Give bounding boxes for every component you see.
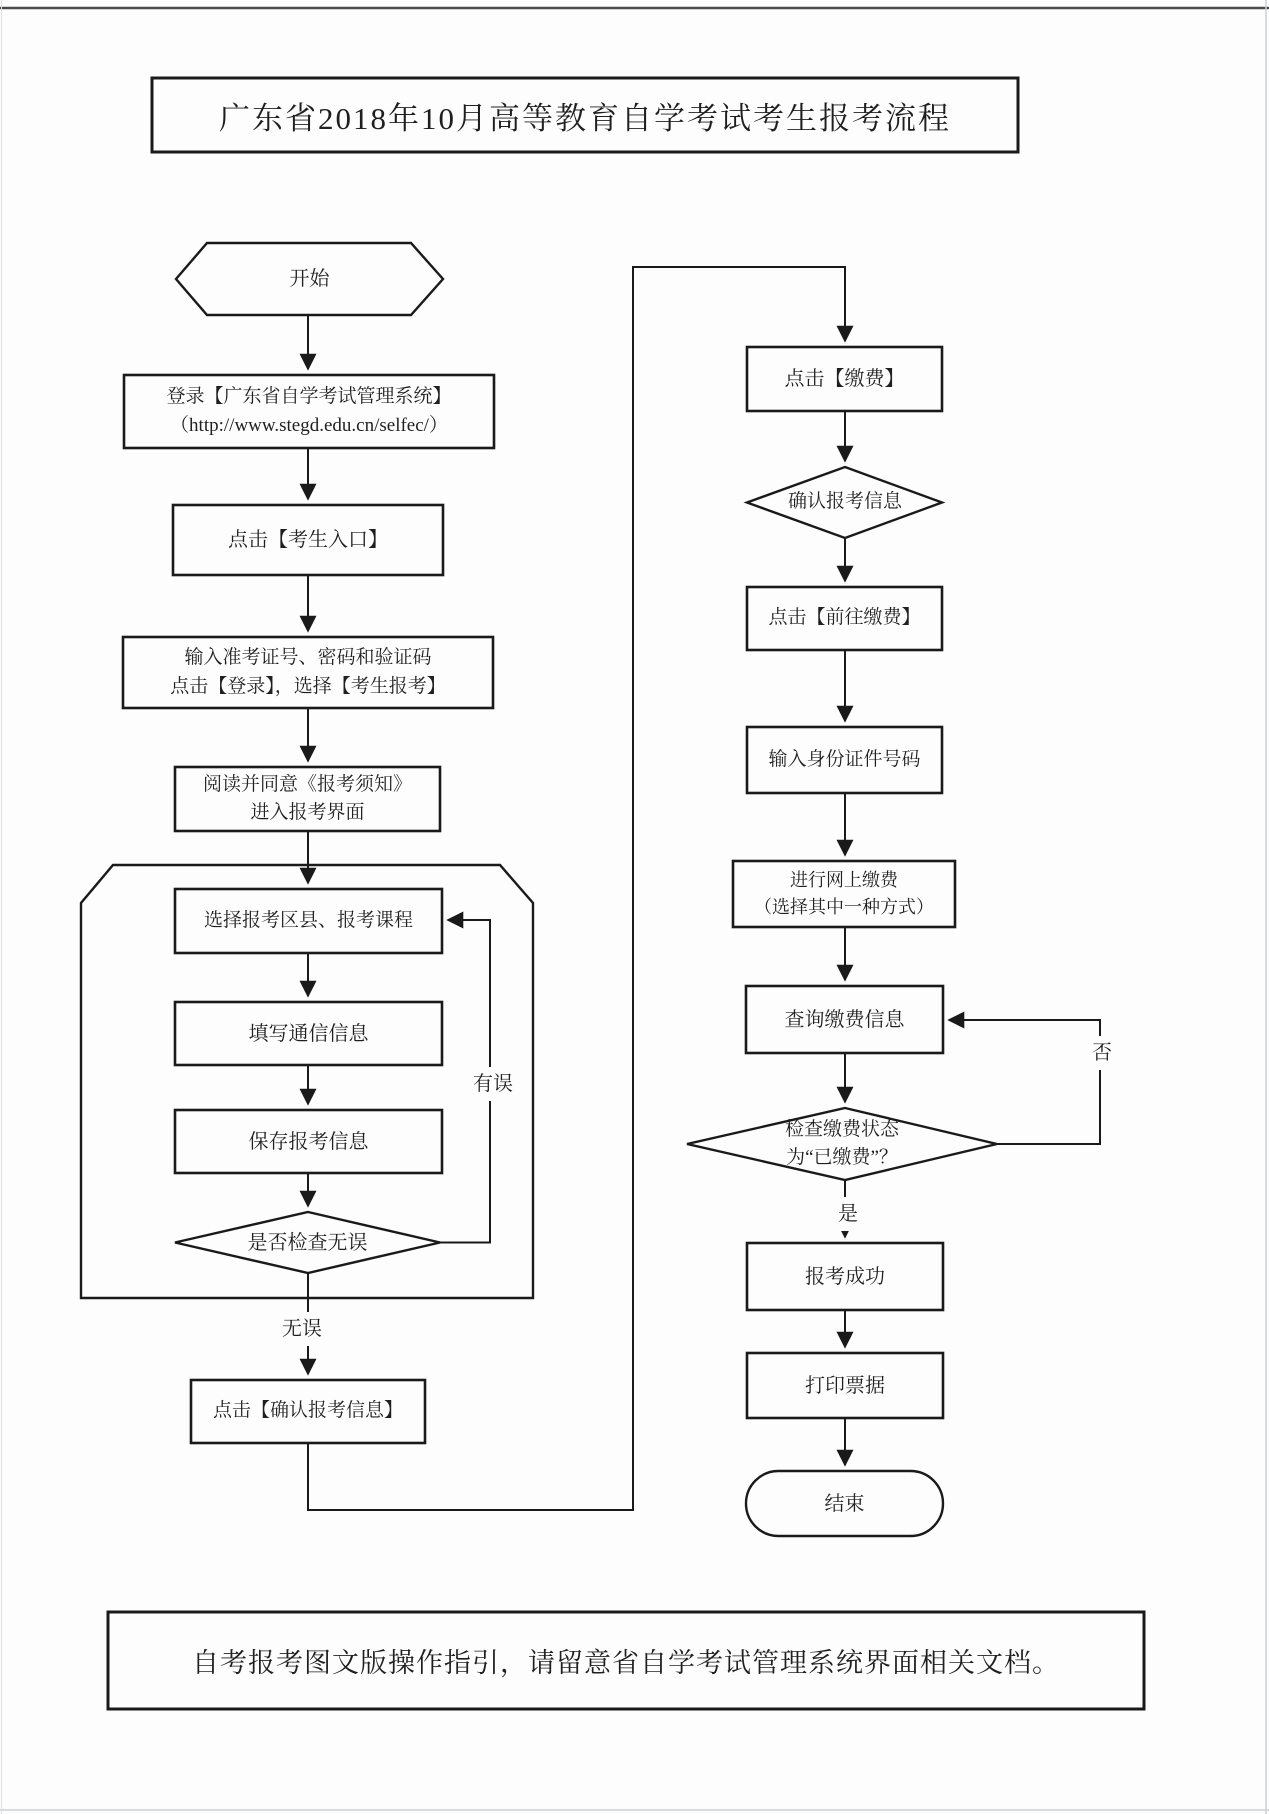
node-save-info <box>175 1110 442 1173</box>
node-credentials-line1: 输入准考证号、密码和验证码 <box>184 647 432 668</box>
node-goto-pay <box>747 587 942 650</box>
node-print-receipt <box>747 1353 943 1418</box>
node-end-label: 结束 <box>824 1492 865 1515</box>
node-confirm-reg-label: 确认报考信息 <box>787 491 902 513</box>
node-select-course <box>175 889 442 953</box>
node-check-paid-line1: 检查缴费状态 <box>784 1118 899 1140</box>
node-credentials <box>123 637 493 708</box>
node-id-number-label: 输入身份证件号码 <box>768 748 921 770</box>
node-notice-line1: 阅读并同意《报考须知》 <box>202 773 412 795</box>
node-online-pay-line1: 进行网上缴费 <box>790 870 898 890</box>
node-check-correct-label: 是否检查无误 <box>247 1231 368 1254</box>
node-start-label: 开始 <box>289 268 330 290</box>
node-online-pay-line2: （选择其中一种方式） <box>754 897 934 917</box>
node-confirm-info <box>191 1380 425 1443</box>
node-goto-pay-label: 点击【前往缴费】 <box>768 607 921 629</box>
node-check-paid <box>687 1108 997 1180</box>
node-contact-info-label: 填写通信信息 <box>248 1022 369 1045</box>
node-notice-line2: 进入报考界面 <box>250 802 365 823</box>
node-confirm-info-label: 点击【确认报考信息】 <box>212 1400 403 1422</box>
edge-label-no: 否 <box>1085 1036 1119 1070</box>
node-select-course-label: 选择报考区县、报考课程 <box>203 909 413 931</box>
node-print-receipt-label: 打印票据 <box>805 1374 885 1397</box>
node-entrance <box>173 505 443 575</box>
node-login-line2: （http://www.stegd.edu.cn/selfec/） <box>170 414 448 436</box>
node-check-paid-line2: 为“已缴费”？ <box>786 1147 898 1168</box>
node-start <box>176 243 443 315</box>
node-save-info-label: 保存报考信息 <box>248 1130 369 1153</box>
node-id-number <box>747 727 942 793</box>
page-title: 广东省2018年10月高等教育自学考试考生报考流程 <box>219 100 951 136</box>
node-contact-info <box>175 1002 442 1065</box>
node-notice <box>175 767 440 831</box>
node-query-pay <box>746 986 943 1053</box>
footer-note: 自考报考图文版操作指引，请留意省自学考试管理系统界面相关文档。 <box>192 1648 1060 1678</box>
node-success-label: 报考成功 <box>805 1265 885 1288</box>
node-pay <box>747 347 942 411</box>
edge-label-yes: 是 <box>831 1197 865 1231</box>
node-check-correct <box>175 1212 440 1273</box>
node-pay-label: 点击【缴费】 <box>784 368 905 390</box>
node-login-line1: 登录【广东省自学考试管理系统】 <box>166 386 452 407</box>
edge-label-error: 有误 <box>464 1067 522 1101</box>
node-credentials-line2: 点击【登录】，选择【考生报考】 <box>170 675 446 697</box>
node-online-pay <box>733 861 955 927</box>
node-confirm-reg <box>747 467 943 538</box>
node-query-pay-label: 查询缴费信息 <box>784 1008 905 1031</box>
edge-label-no-error: 无误 <box>273 1312 331 1346</box>
node-entrance-label: 点击【考生入口】 <box>228 529 388 551</box>
node-success <box>747 1243 943 1310</box>
node-login <box>124 375 494 448</box>
node-end <box>746 1471 943 1536</box>
